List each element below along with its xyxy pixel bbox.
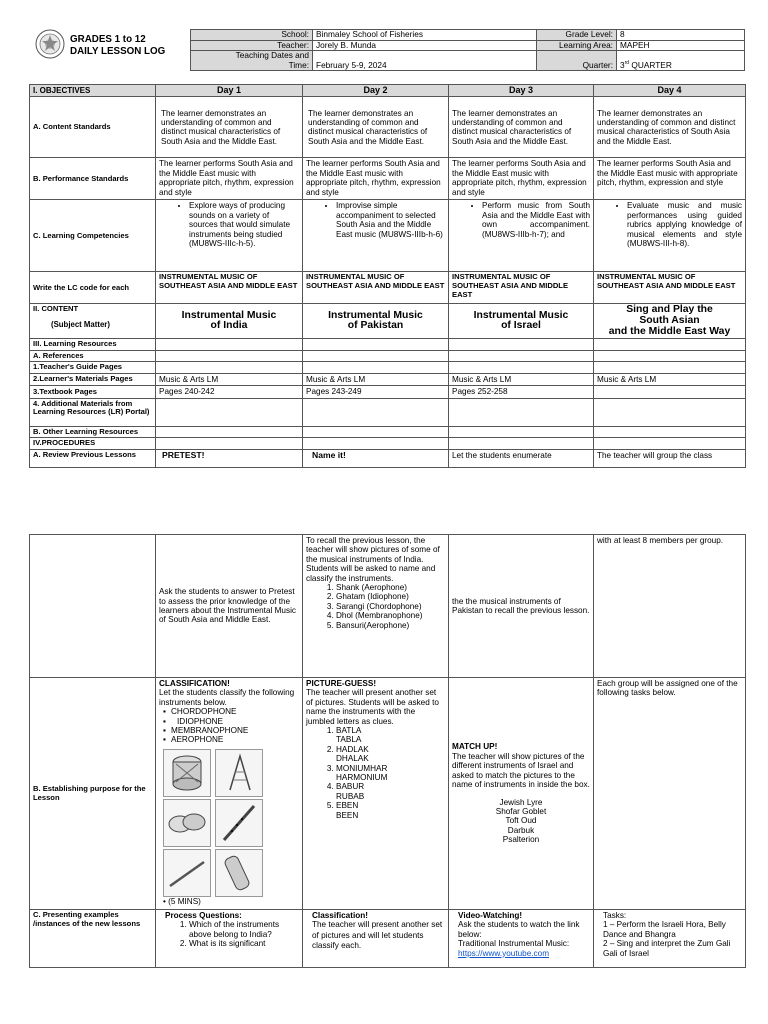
quarter-number: 3 xyxy=(620,59,625,70)
textbook-day-2: Pages 243-249 xyxy=(303,386,449,398)
presenting-day-2-text: The teacher will present another set of pictures and will let students classify each. xyxy=(312,920,443,951)
title-line-1: GRADES 1 to 12 xyxy=(70,34,146,45)
jumbled-word: 3. MONIUMHAR xyxy=(336,763,388,773)
lm-day-3: Music & Arts LM xyxy=(449,373,594,385)
process-question: 1. Which of the instruments above belong to India? xyxy=(189,920,299,939)
establishing-day-1-intro: Let the students classify the following instruments below. xyxy=(159,688,295,707)
jumbled-word: 4. BABUR xyxy=(336,782,365,792)
cymbals-picture-icon xyxy=(163,799,211,847)
presenting-examples-label: C. Presenting examples /instances of the new lessons xyxy=(30,910,156,968)
competency-day-1 xyxy=(156,200,303,272)
pipe-picture-icon xyxy=(163,849,211,897)
lc-code-day-2: INSTRUMENTAL MUSIC OF SOUTHEAST ASIA AND MIDDLE EAST xyxy=(303,272,449,304)
performance-standard-day-2: The learner performs South Asia and the Middle East music with appropriate pitch, rhythm, expression and style xyxy=(303,158,449,200)
day-4-heading: Day 4 xyxy=(594,85,746,97)
stringed-instrument-picture-icon xyxy=(215,849,263,897)
jumbled-item xyxy=(336,801,445,820)
establishing-day-3 xyxy=(449,678,594,910)
learning-competencies-label: C. Learning Competencies xyxy=(30,200,156,272)
content-day-2 xyxy=(303,304,449,339)
jumbled-answer: RUBAB xyxy=(336,791,365,801)
jumbled-word: 2. HADLAK xyxy=(336,744,369,754)
competency-day-2 xyxy=(303,200,449,272)
content-standard-day-3: The learner demonstrates an understanding of common and distinct musical characteristics of South Asia and the Middle East. xyxy=(449,97,594,158)
content-standard-day-1: The learner demonstrates an understanding of common and distinct musical characteristics of South Asia and the Middle East. xyxy=(156,97,303,158)
content-day-1-line-2: of India xyxy=(210,320,248,332)
dates-label-line-1: Teaching Dates and xyxy=(235,50,309,61)
day-2-heading: Day 2 xyxy=(303,85,449,97)
textbook-pages-label: 3.Textbook Pages xyxy=(30,386,156,398)
content-heading: II. CONTENT xyxy=(33,304,79,314)
lc-code-label: Write the LC code for each xyxy=(30,272,156,304)
content-day-3 xyxy=(449,304,594,339)
presenting-day-3-link-wrap xyxy=(452,949,590,958)
establishing-day-4: Each group will be assigned one of the following tasks below. xyxy=(594,678,746,910)
performance-standard-day-4: The learner performs South Asia and the Middle East music with appropriate pitch, rhythm, expression and style xyxy=(594,158,746,200)
title-line-2: DAILY LESSON LOG xyxy=(70,46,166,57)
dates-value: February 5-9, 2024 xyxy=(313,51,537,71)
review-day-2-item: 2. Ghatam (Idiophone) xyxy=(336,592,445,601)
classification-item: ▪ IDIOPHONE xyxy=(171,717,299,726)
deped-seal-icon xyxy=(35,29,65,59)
review-lessons-label: A. Review Previous Lessons xyxy=(30,449,156,467)
quarter-value xyxy=(617,51,745,71)
establishing-day-2-intro: The teacher will present another set of pictures. Students will be asked to name the instruments with the jumbled letters as clues. xyxy=(306,688,439,726)
classification-item: ▪ AEROPHONE xyxy=(171,735,299,744)
israel-instrument: Toft Oud xyxy=(505,816,537,826)
procedures-label: IV.PROCEDURES xyxy=(30,438,156,450)
content-day-4-line-1: Sing and Play the xyxy=(626,304,713,316)
subject-matter-label: (Subject Matter) xyxy=(51,320,110,329)
presenting-day-3-text-2: Traditional Instrumental Music: xyxy=(458,939,570,949)
content-standard-day-4: The learner demonstrates an understanding of common and distinct musical characteristics of South Asia and the Middle East. xyxy=(594,97,746,158)
establishing-day-2-title: PICTURE-GUESS! xyxy=(306,679,377,688)
presenting-day-2 xyxy=(303,910,449,968)
teacher-value: Jorely B. Munda xyxy=(313,40,537,51)
content-label xyxy=(30,304,156,339)
establishing-day-1 xyxy=(156,678,303,910)
jumbled-word: 5. EBEN xyxy=(336,801,359,811)
additional-materials-label: 4. Additional Materials from Learning Resources (LR) Portal) xyxy=(30,398,156,426)
presenting-day-1-title: Process Questions: xyxy=(165,911,242,920)
performance-standards-label: B. Performance Standards xyxy=(30,158,156,200)
review-day-3-continued: the the musical instruments of Pakistan to recall the previous lesson. xyxy=(449,535,594,678)
content-day-4 xyxy=(594,304,746,339)
jumbled-answer: DHALAK xyxy=(336,754,369,764)
review-day-2-item: 1. Shank (Aerophone) xyxy=(336,583,445,592)
content-day-1-line-1: Instrumental Music xyxy=(181,309,277,321)
quarter-word: QUARTER xyxy=(631,59,672,70)
objectives-heading: I. OBJECTIVES xyxy=(30,85,156,97)
review-day-1-continued: Ask the students to answer to Pretest to assess the prior knowledge of the learners about the Instrumental Music of South Asia and Middle East. xyxy=(156,535,303,678)
content-day-4-line-2: South Asian xyxy=(639,315,700,326)
competency-day-3-item: • Perform music from South Asia and the Middle East with own accompaniment. (MU8WS-IIIb-h-7); and xyxy=(482,201,590,239)
procedures-table xyxy=(29,534,746,968)
instrument-pictures xyxy=(159,747,299,897)
review-day-1: PRETEST! xyxy=(156,449,303,467)
presenting-day-2-title: Classification! xyxy=(312,911,368,920)
review-day-2-item: 3. Sarangi (Chordophone) xyxy=(336,602,445,611)
jumbled-answer: TABLA xyxy=(336,735,362,745)
learners-materials-label: 2.Learner's Materials Pages xyxy=(30,373,156,385)
document-title xyxy=(70,34,165,58)
content-day-3-line-1: Instrumental Music xyxy=(473,309,569,321)
school-label: School: xyxy=(191,30,313,41)
presenting-day-4-title: Tasks: xyxy=(603,911,627,920)
dates-label xyxy=(191,51,313,71)
competency-day-4-item: • Evaluate music and music performances using guided rubrics applying knowledge of musical elements and style (MU8WS-III-h-8). xyxy=(627,201,742,248)
establishing-purpose-label: B. Establishing purpose for the Lesson xyxy=(30,678,156,910)
textbook-day-3: Pages 252-258 xyxy=(449,386,594,398)
review-day-2: Name it! xyxy=(303,449,449,467)
review-day-2-item: 4. Dhol (Membranophone) xyxy=(336,611,445,620)
school-value: Binmaley School of Fisheries xyxy=(313,30,537,41)
israel-instrument: Psalterion xyxy=(502,835,540,845)
content-day-2-line-1: Instrumental Music xyxy=(328,309,423,321)
jumbled-word: 1. BATLA xyxy=(336,726,362,736)
process-questions-list xyxy=(159,920,299,948)
teachers-guide-label: 1.Teacher's Guide Pages xyxy=(30,362,156,374)
lm-day-1: Music & Arts LM xyxy=(156,373,303,385)
content-day-4-line-3: and the Middle East Way xyxy=(608,325,731,337)
lm-day-2: Music & Arts LM xyxy=(303,373,449,385)
review-day-2-list xyxy=(306,583,445,630)
lc-code-day-4: INSTRUMENTAL MUSIC OF SOUTHEAST ASIA AND MIDDLE EAST xyxy=(594,272,746,304)
lc-code-day-1: INSTRUMENTAL MUSIC OF SOUTHEAST ASIA AND MIDDLE EAST xyxy=(156,272,303,304)
lm-day-4: Music & Arts LM xyxy=(594,373,746,385)
establishing-day-3-intro: The teacher will show pictures of the different instruments of Israel and asked to match the pictures to the name of instruments in inside the box. xyxy=(452,751,590,790)
jumbled-answer: HARMONIUM xyxy=(336,773,388,783)
content-standards-label: A. Content Standards xyxy=(30,97,156,158)
content-standard-day-2: The learner demonstrates an understanding of common and distinct musical characteristics of South Asia and the Middle East. xyxy=(303,97,449,158)
quarter-label: Quarter: xyxy=(537,51,617,71)
jumbled-item xyxy=(336,782,445,801)
establishing-day-1-time: • (5 MINS) xyxy=(163,896,201,906)
process-question: 2. What is its significant xyxy=(189,939,299,948)
review-day-2-intro: To recall the previous lesson, the teacher will show pictures of some of the musical instruments of India. Students will be asked to name and classify the instruments. xyxy=(306,536,440,583)
jumbled-item xyxy=(336,745,445,764)
grade-value: 8 xyxy=(617,30,745,41)
israel-instrument-list xyxy=(452,798,590,845)
jumbled-answer: BEEN xyxy=(336,810,359,820)
review-day-4: The teacher will group the class xyxy=(594,449,746,467)
classification-item: ▪ CHORDOPHONE xyxy=(171,707,299,716)
jumbled-item xyxy=(336,726,445,745)
israel-instrument: Darbuk xyxy=(507,825,535,835)
presenting-day-3-text: Ask the students to watch the link below: xyxy=(458,920,580,939)
area-label: Learning Area: xyxy=(537,40,617,51)
day-3-heading: Day 3 xyxy=(449,85,594,97)
classification-list xyxy=(159,707,299,745)
review-day-2-continued xyxy=(303,535,449,678)
textbook-day-1: Pages 240-242 xyxy=(156,386,303,398)
content-day-3-line-2: of Israel xyxy=(501,320,541,332)
youtube-link[interactable]: https://www.youtube.com xyxy=(458,948,550,958)
header-info-table xyxy=(190,29,745,71)
flute-picture-icon xyxy=(215,799,263,847)
presenting-day-4 xyxy=(594,910,746,968)
review-day-4-continued: with at least 8 members per group. xyxy=(594,535,746,678)
competency-day-3 xyxy=(449,200,594,272)
quarter-suffix: rd xyxy=(624,60,630,67)
jumbled-letters-list xyxy=(306,726,445,820)
content-day-1 xyxy=(156,304,303,339)
presenting-day-3 xyxy=(449,910,594,968)
performance-standard-day-1: The learner performs South Asia and the Middle East music with appropriate pitch, rhythm, expression and style xyxy=(156,158,303,200)
israel-instrument: Shofar Goblet xyxy=(495,806,547,816)
israel-instrument: Jewish Lyre xyxy=(499,797,543,807)
performance-standard-day-3: The learner performs South Asia and the Middle East music with appropriate pitch, rhythm, expression and style xyxy=(449,158,594,200)
establishing-day-1-title: CLASSIFICATION! xyxy=(159,679,230,688)
presenting-day-4-task-2: 2 – Sing and interpret the Zum Gali Gali of Israel xyxy=(603,939,731,958)
competency-day-1-item: • Explore ways of producing sounds on a variety of sources that would simulate instruments being studied (MU8WS-IIIc-h-5). xyxy=(189,201,299,248)
presenting-day-1 xyxy=(156,910,303,968)
presenting-day-3-title: Video-Watching! xyxy=(458,911,523,920)
harp-picture-icon xyxy=(215,749,263,797)
establishing-day-2 xyxy=(303,678,449,910)
competency-day-4 xyxy=(594,200,746,272)
grade-label: Grade Level: xyxy=(537,30,617,41)
content-day-2-line-2: of Pakistan xyxy=(347,320,404,332)
dates-label-line-2: Time: xyxy=(288,59,309,70)
other-resources-label: B. Other Learning Resources xyxy=(30,426,156,438)
area-value: MAPEH xyxy=(617,40,745,51)
classification-item: ▪ MEMBRANOPHONE xyxy=(171,726,299,735)
lc-code-day-3: INSTRUMENTAL MUSIC OF SOUTHEAST ASIA AND MIDDLE EAST xyxy=(449,272,594,304)
teacher-label: Teacher: xyxy=(191,40,313,51)
time-allotment: (5 MINS) xyxy=(168,896,201,906)
competency-day-2-item: • Improvise simple accompaniment to selected South Asia and the Middle East music (MU8WS-IIIb-h-6) xyxy=(336,201,445,239)
establishing-day-3-title: MATCH UP! xyxy=(452,742,498,752)
learning-resources-label: III. Learning Resources xyxy=(30,339,156,351)
jumbled-item xyxy=(336,764,445,783)
review-continued-label xyxy=(30,535,156,678)
objectives-table xyxy=(29,84,746,468)
drum-picture-icon xyxy=(163,749,211,797)
references-label: A. References xyxy=(30,350,156,362)
review-day-3: Let the students enumerate xyxy=(449,449,594,467)
review-day-2-item: 5. Bansuri(Aerophone) xyxy=(336,621,445,630)
presenting-day-4-task-1: 1 – Perform the Israeli Hora, Belly Dance and Bhangra xyxy=(603,920,726,939)
day-1-heading: Day 1 xyxy=(156,85,303,97)
